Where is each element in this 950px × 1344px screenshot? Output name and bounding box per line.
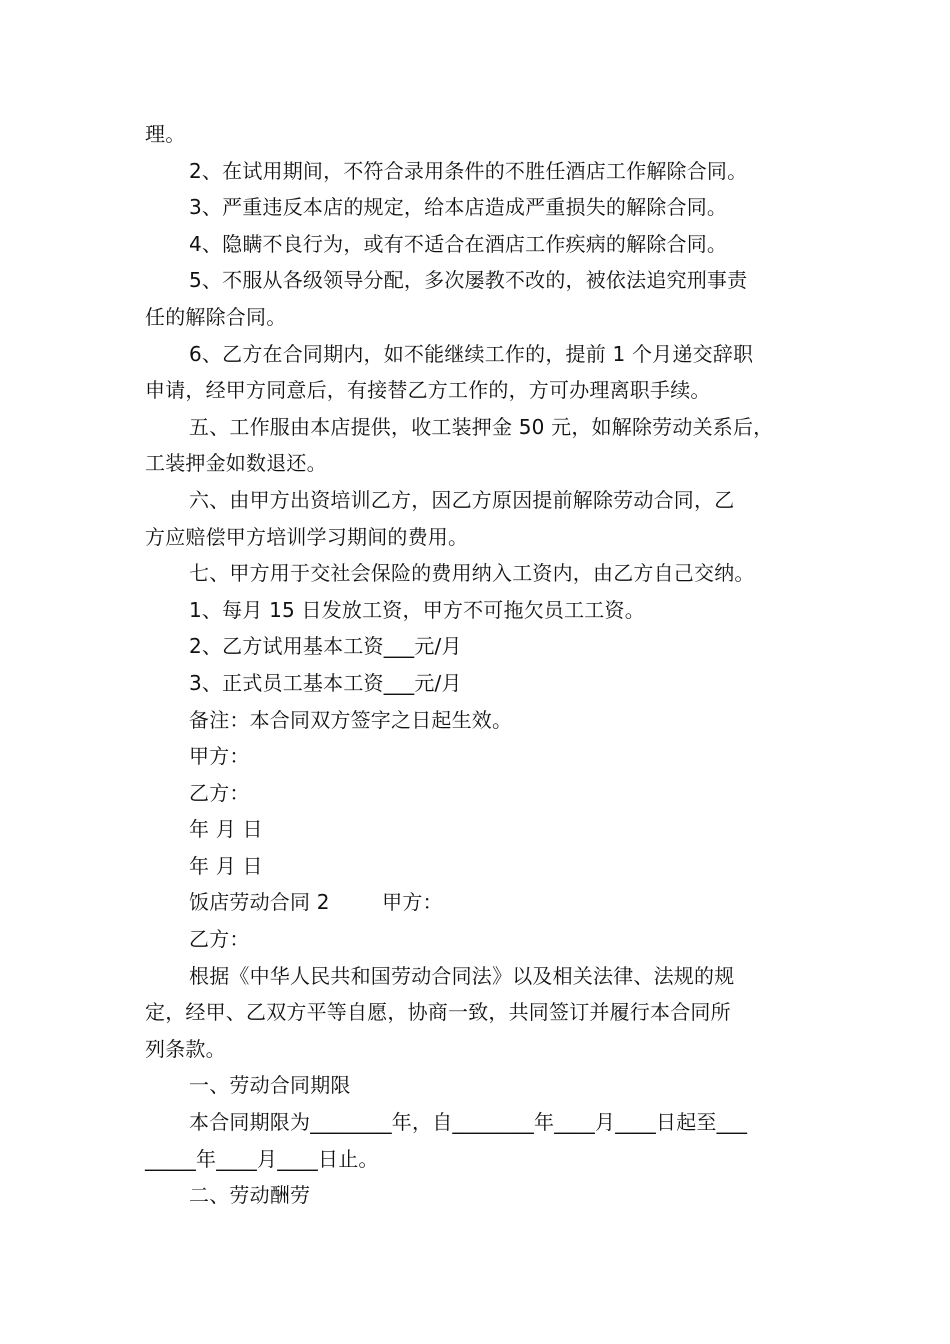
text-line: 列条款。 [145, 1036, 226, 1061]
clause-item: 1、每月 15 日发放工资，甲方不可拖欠员工工资。 [189, 597, 645, 622]
term-line: 本合同期限为________年，自________年____月____日起至___ [189, 1110, 748, 1135]
clause-item: 2、乙方试用基本工资___元/月 [189, 634, 462, 659]
section-clause: 五、工作服由本店提供，收工装押金 50 元，如解除劳动关系后， [189, 414, 774, 439]
clause-item: 2、在试用期间，不符合录用条件的不胜任酒店工作解除合同。 [189, 158, 748, 183]
text-line: 申请，经甲方同意后，有接替乙方工作的，方可办理离职手续。 [145, 378, 711, 403]
clause-item: 5、不服从各级领导分配，多次屡教不改的，被依法追究刑事责 [189, 268, 748, 293]
clause-item: 6、乙方在合同期内，如不能继续工作的，提前 1 个月递交辞职 [189, 341, 754, 366]
contract-heading: 饭店劳动合同 2 甲方： [189, 890, 443, 915]
date-line: 年 月 日 [189, 817, 263, 842]
document-body [145, 116, 817, 1214]
party-b-line: 乙方： [189, 927, 250, 952]
party-b-signature: 乙方： [189, 780, 250, 805]
section-clause: 六、由甲方出资培训乙方，因乙方原因提前解除劳动合同，乙 [189, 487, 735, 512]
text-line: 方应赔偿甲方培训学习期间的费用。 [145, 524, 469, 549]
section-heading: 一、劳动合同期限 [189, 1073, 351, 1098]
text-line: 任的解除合同。 [145, 304, 287, 329]
preamble-line: 根据《中华人民共和国劳动合同法》以及相关法律、法规的规 [189, 963, 735, 988]
text-line: 理。 [145, 122, 186, 146]
clause-item: 3、正式员工基本工资___元/月 [189, 670, 462, 695]
text-line: 工装押金如数退还。 [145, 451, 327, 476]
date-line: 年 月 日 [189, 853, 263, 878]
section-clause: 七、甲方用于交社会保险的费用纳入工资内，由乙方自己交纳。 [189, 561, 755, 586]
text-line: _____年____月____日止。 [145, 1146, 379, 1171]
clause-item: 3、严重违反本店的规定，给本店造成严重损失的解除合同。 [189, 195, 728, 220]
remark-line: 备注：本合同双方签字之日起生效。 [189, 707, 513, 732]
section-heading: 二、劳动酬劳 [189, 1183, 311, 1208]
party-a-signature: 甲方： [189, 744, 250, 769]
text-line: 定，经甲、乙双方平等自愿，协商一致，共同签订并履行本合同所 [145, 1000, 731, 1025]
clause-item: 4、隐瞒不良行为，或有不适合在酒店工作疾病的解除合同。 [189, 231, 728, 256]
